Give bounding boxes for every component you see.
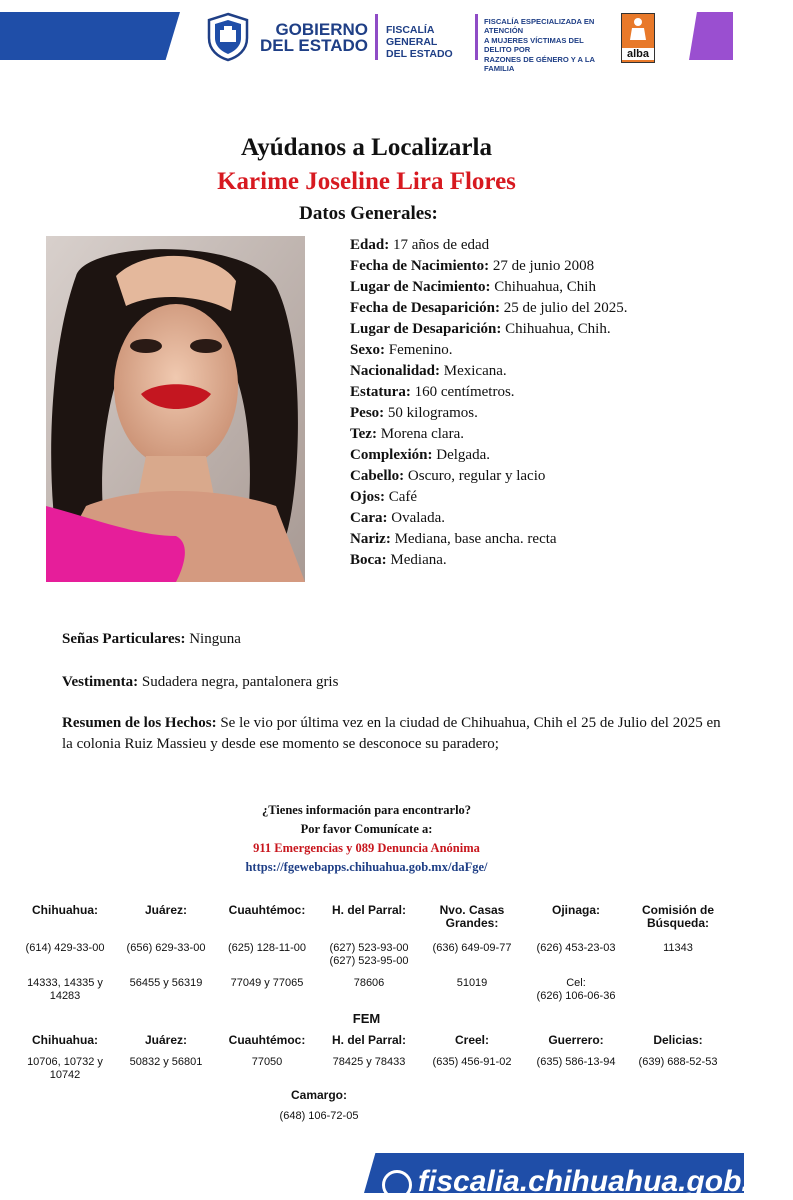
office-header: Comisión de Búsqueda: — [641, 903, 714, 930]
detail-label: Sexo: — [350, 342, 385, 358]
detail-value: Femenino. — [385, 342, 453, 358]
fem-office-header: Creel: — [454, 1033, 489, 1047]
detail-row — [350, 445, 725, 466]
detail-label: Cabello: — [350, 468, 405, 484]
fem-office-value[interactable]: 10706, 10732 y 10742 — [27, 1056, 103, 1081]
detail-label: Fecha de Nacimiento: — [350, 258, 490, 274]
office-phone[interactable]: 11343 — [663, 942, 693, 954]
footer-site[interactable]: fiscalia.chihuahua.gob.mx — [418, 1165, 793, 1198]
detail-row — [350, 550, 725, 571]
globe-icon — [382, 1170, 412, 1200]
alba-figure-icon — [622, 14, 654, 46]
office-header: Nvo. Casas Grandes: — [439, 903, 505, 930]
detail-value: Chihuahua, Chih — [490, 279, 596, 295]
detail-value: Morena clara. — [376, 426, 464, 442]
detail-label: Tez: — [350, 426, 377, 442]
detail-value: 27 de junio 2008 — [489, 258, 595, 274]
detail-value: Mexicana. — [440, 363, 507, 379]
detail-label: Fecha de Desaparición: — [350, 300, 500, 316]
detail-row — [350, 319, 725, 340]
fem-office-value[interactable]: 78425 y 78433 — [332, 1056, 406, 1068]
detail-value: 17 años de edad — [389, 237, 490, 253]
camargo-phone[interactable]: (648) 106-72-05 — [279, 1110, 359, 1122]
detail-label: Lugar de Nacimiento: — [350, 279, 491, 295]
fem-line-3: RAZONES DE GÉNERO Y A LA FAMILIA — [484, 54, 595, 74]
resumen-label: Resumen de los Hechos: — [62, 715, 217, 731]
divider — [375, 14, 378, 60]
gov-line-1: GOBIERNO — [275, 20, 368, 39]
office-extension: 14333, 14335 y 14283 — [27, 977, 103, 1002]
office-extension: 78606 — [353, 977, 385, 989]
office-extension: 77049 y 77065 — [230, 977, 304, 989]
contact-question: ¿Tienes información para encontrarlo? — [261, 803, 472, 817]
missing-person-photo — [46, 236, 305, 582]
contact-block — [0, 801, 733, 877]
fem-office-value[interactable]: (635) 586-13-94 — [536, 1056, 616, 1068]
detail-value: 25 de julio del 2025. — [499, 300, 628, 316]
divider — [475, 14, 478, 60]
emergency-numbers: 911 Emergencias y 089 Denuncia Anónima — [253, 841, 480, 855]
detail-row — [350, 487, 725, 508]
state-seal-icon — [205, 12, 251, 62]
detail-row — [350, 403, 725, 424]
detail-value: Oscuro, regular y lacio — [404, 468, 546, 484]
fem-office-value[interactable]: (635) 456-91-02 — [432, 1056, 512, 1068]
office-phone[interactable]: (636) 649-09-77 — [432, 942, 512, 954]
page-title: Ayúdanos a Localizarla — [241, 134, 492, 161]
fem-office-header: H. del Parral: — [331, 1033, 407, 1047]
detail-row — [350, 361, 725, 382]
detail-label: Edad: — [350, 237, 390, 253]
detail-row — [350, 508, 725, 529]
gov-line-2: DEL ESTADO — [260, 36, 368, 55]
vestimenta-value: Sudadera negra, pantalonera gris — [138, 674, 339, 690]
camargo-header: Camargo: — [290, 1088, 347, 1102]
detail-row — [350, 382, 725, 403]
detail-label: Nacionalidad: — [350, 363, 441, 379]
detail-row — [350, 340, 725, 361]
detail-label: Cara: — [350, 510, 388, 526]
office-phone[interactable]: (626) 453-23-03 — [536, 942, 616, 954]
detail-label: Boca: — [350, 552, 387, 568]
senas-value: Ninguna — [185, 631, 241, 647]
office-phone[interactable]: (625) 128-11-00 — [227, 942, 307, 954]
fem-office-value[interactable]: (639) 688-52-53 — [638, 1056, 718, 1068]
header-blue-bar — [0, 12, 180, 60]
detail-label: Ojos: — [350, 489, 385, 505]
general-details — [350, 235, 725, 571]
section-title: Datos Generales: — [299, 203, 438, 224]
office-extension: 51019 — [456, 977, 488, 989]
fem-line-2: A MUJERES VÍCTIMAS DEL DELITO POR — [484, 35, 584, 55]
detail-label: Estatura: — [350, 384, 411, 400]
fem-office-value[interactable]: 50832 y 56801 — [129, 1056, 203, 1068]
detail-value: Ovalada. — [387, 510, 445, 526]
fge-logo-text — [386, 24, 476, 60]
alba-label: alba — [622, 48, 654, 60]
alba-logo — [621, 13, 655, 63]
office-header: Cuauhtémoc: — [228, 903, 306, 917]
fem-office-value[interactable]: 77050 — [251, 1056, 283, 1068]
detail-label: Nariz: — [350, 531, 391, 547]
detail-row — [350, 235, 725, 256]
detail-row — [350, 424, 725, 445]
detail-row — [350, 466, 725, 487]
office-phone[interactable]: (627) 523-93-00 (627) 523-95-00 — [329, 942, 409, 967]
fem-office-header: Cuauhtémoc: — [228, 1033, 306, 1047]
vestimenta-label: Vestimenta: — [62, 674, 139, 690]
detail-value: Café — [385, 489, 418, 505]
detail-value: Mediana, base ancha. recta — [390, 531, 557, 547]
contact-prompt: Por favor Comunícate a: — [300, 822, 433, 836]
resumen-hechos — [62, 713, 722, 755]
fge-line-2: DEL ESTADO — [386, 48, 453, 60]
vestimenta — [62, 672, 722, 693]
detail-value: Delgada. — [432, 447, 490, 463]
fem-office-header: Delicias: — [653, 1033, 703, 1047]
detail-label: Peso: — [350, 405, 385, 421]
detail-value: Mediana. — [386, 552, 447, 568]
detail-value: 160 centímetros. — [410, 384, 515, 400]
resumen-value: Se le vio por última vez en la ciudad de Chihuahua, Chih el 25 de Julio del 2025 en la colonia Ruiz Massieu y desde ese momento se desconoce su paradero; — [62, 715, 721, 752]
office-phone[interactable]: (656) 629-33-00 — [126, 942, 206, 954]
detail-label: Lugar de Desaparición: — [350, 321, 502, 337]
detail-value: Chihuahua, Chih. — [501, 321, 611, 337]
office-extension: Cel: (626) 106-06-36 — [536, 977, 616, 1002]
header-purple-bar — [689, 12, 733, 60]
contact-link[interactable]: https://fgewebapps.chihuahua.gob.mx/daFge/ — [245, 860, 488, 874]
senas-particulares — [62, 629, 722, 650]
fem-logo-text — [484, 17, 612, 73]
person-name: Karime Joseline Lira Flores — [217, 168, 516, 195]
senas-label: Señas Particulares: — [62, 631, 186, 647]
office-extension: 56455 y 56319 — [129, 977, 203, 989]
detail-value: 50 kilogramos. — [384, 405, 478, 421]
detail-row — [350, 298, 725, 319]
fem-office-header: Juárez: — [144, 1033, 188, 1047]
office-header: Juárez: — [144, 903, 188, 917]
office-header: H. del Parral: — [331, 903, 407, 917]
fem-office-header: Chihuahua: — [32, 1033, 98, 1047]
detail-row — [350, 277, 725, 298]
fem-title: FEM — [352, 1011, 381, 1026]
fge-line-1: FISCALÍA GENERAL — [386, 24, 438, 48]
office-header: Chihuahua: — [32, 903, 98, 917]
detail-row — [350, 256, 725, 277]
fem-line-1: FISCALÍA ESPECIALIZADA EN ATENCIÓN — [484, 17, 595, 36]
office-phone[interactable]: (614) 429-33-00 — [25, 942, 105, 954]
fem-office-header: Guerrero: — [548, 1033, 604, 1047]
office-header: Ojinaga: — [551, 903, 600, 917]
gobierno-logo-text — [258, 22, 368, 54]
detail-label: Complexión: — [350, 447, 433, 463]
detail-row — [350, 529, 725, 550]
